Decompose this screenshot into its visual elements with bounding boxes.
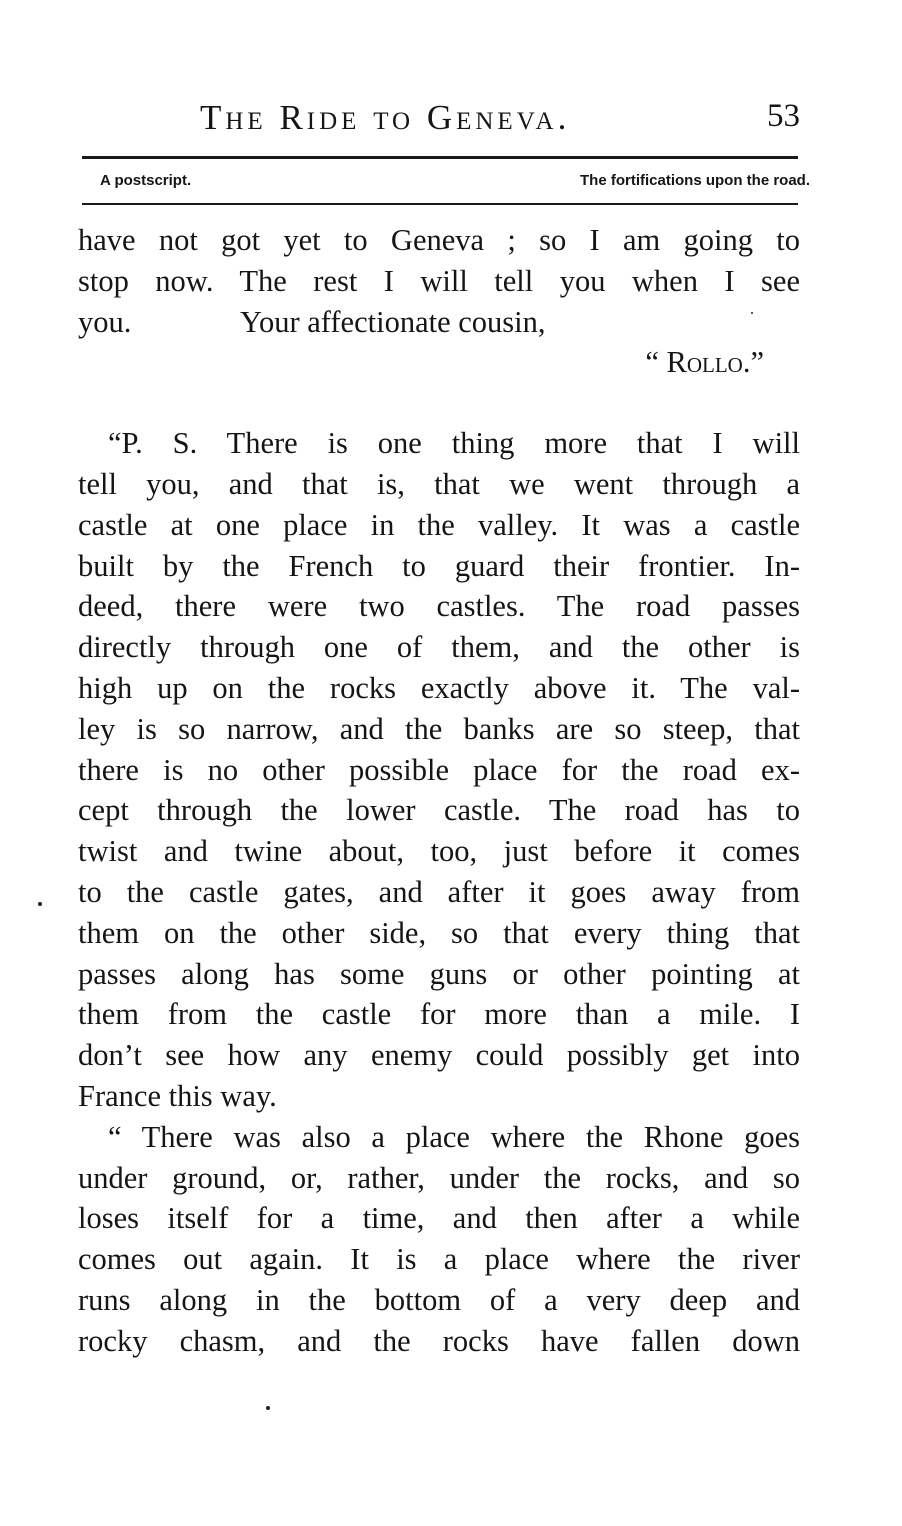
- stray-print-mark: [751, 312, 753, 314]
- text-line: deed, there were two castles. The road passes: [78, 589, 800, 624]
- text-line: directly through one of them, and the other is: [78, 630, 800, 665]
- text-line: loses itself for a time, and then after a while: [78, 1201, 800, 1236]
- text-line: high up on the rocks exactly above it. The val-: [78, 670, 800, 705]
- running-title: The Ride to Geneva.: [200, 98, 571, 137]
- text-line: twist and twine about, too, just before it comes: [78, 834, 800, 869]
- text-line: France this way.: [78, 1078, 277, 1113]
- text-line: tell you, and that is, that we went through a: [78, 466, 800, 501]
- text-line: passes along has some guns or other pointing at: [78, 956, 800, 991]
- running-head: [78, 98, 800, 146]
- text-line: don’t see how any enemy could possibly get into: [78, 1038, 800, 1073]
- text-line: there is no other possible place for the road ex-: [78, 752, 800, 787]
- text-line: runs along in the bottom of a very deep and: [78, 1282, 800, 1317]
- text-line: under ground, or, rather, under the rocks, and so: [78, 1160, 800, 1195]
- text-line: to the castle gates, and after it goes away from: [78, 874, 800, 909]
- text-line: “P. S. There is one thing more that I will: [108, 426, 800, 461]
- stray-print-mark: [266, 1406, 270, 1410]
- closing-you: you.: [78, 304, 132, 339]
- header-rule-bottom: [82, 203, 798, 205]
- page-number: 53: [767, 98, 800, 134]
- closing-phrase: Your affectionate cousin,: [240, 304, 546, 339]
- text-line: “ There was also a place where the Rhone goes: [108, 1119, 800, 1154]
- side-note-right: The fortifications upon the road.: [580, 172, 810, 189]
- postscript-paragraph-1: [78, 423, 800, 1117]
- text-line: have not got yet to Geneva ; so I am going to: [78, 223, 800, 257]
- paragraph-gap: [78, 383, 800, 423]
- text-line: castle at one place in the valley. It was a castle: [78, 507, 800, 542]
- text-line: them on the other side, so that every thing that: [78, 915, 800, 950]
- postscript-paragraph-2: [78, 1117, 800, 1362]
- signature: “ Rollo.”: [645, 345, 764, 380]
- stray-print-mark: [38, 902, 42, 906]
- header-rule-top: [82, 156, 798, 159]
- text-line: stop now. The rest I will tell you when I see: [78, 263, 800, 298]
- text-line: comes out again. It is a place where the river: [78, 1242, 800, 1277]
- text-line: them from the castle for more than a mile. I: [78, 997, 800, 1032]
- closing-line: [78, 302, 800, 343]
- body-text: [78, 220, 800, 1362]
- text-line: ley is so narrow, and the banks are so steep, that: [78, 711, 800, 746]
- text-line: cept through the lower castle. The road has to: [78, 793, 800, 828]
- text-line: built by the French to guard their frontier. In-: [78, 548, 800, 583]
- text-line: rocky chasm, and the rocks have fallen down: [78, 1323, 800, 1358]
- side-note-left: A postscript.: [100, 172, 192, 189]
